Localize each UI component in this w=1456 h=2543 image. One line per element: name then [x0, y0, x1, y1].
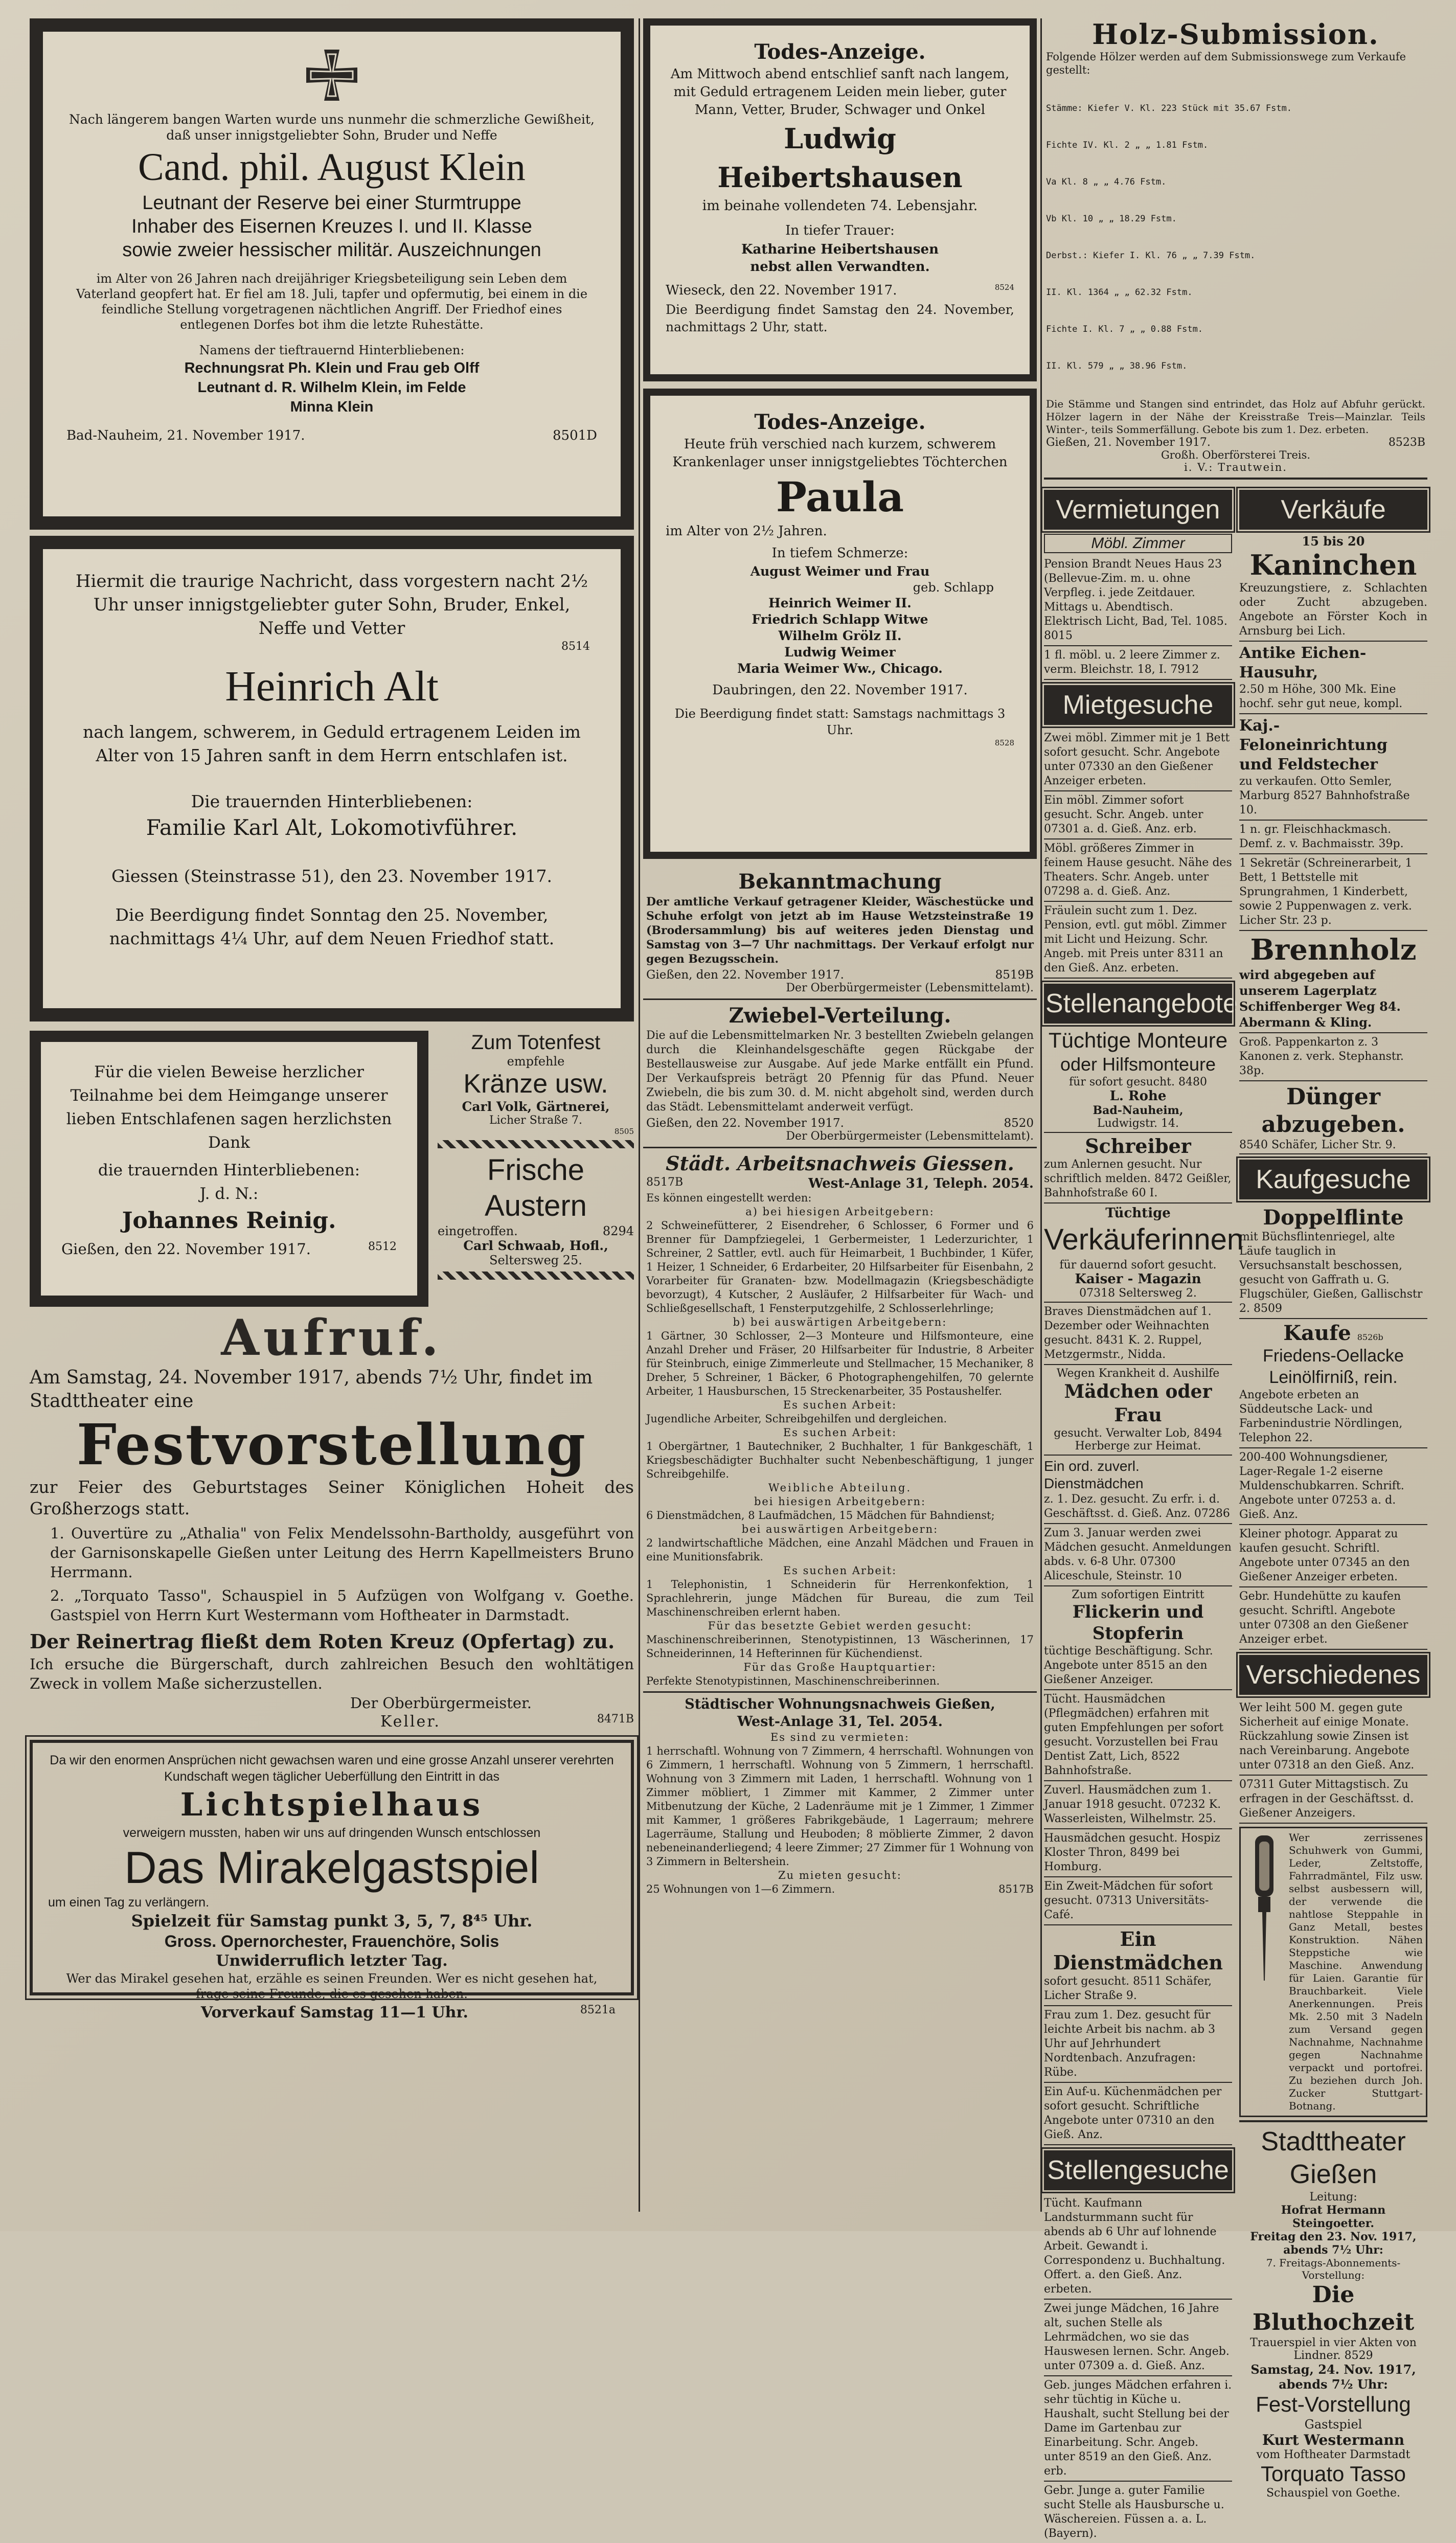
column-divider-2	[1040, 18, 1042, 2212]
klein-intro: Nach längerem bangen Warten wurde uns nunmehr die schmerzliche Gewißheit, daß unser innigstgeliebter Sohn, Bruder und Neffe	[69, 112, 595, 143]
holz-title: Holz-Submission.	[1092, 18, 1379, 51]
ad-wohnungsdiener: 200-400 Wohnungsdiener, Lager-Regale 1-2 eiserne Muldenschubkarren. Schrift. Angebote unter 07253 a. d. Gieß. Anz.	[1239, 1448, 1427, 1525]
death-notice-paula	[643, 389, 1037, 859]
flickerin-title: Flickerin und Stopferin	[1072, 1602, 1204, 1644]
zwiebel-place: Gießen, den 22. November 1917.	[646, 1117, 844, 1130]
theater-date-2: Samstag, 24. Nov. 1917, abends 7½ Uhr:	[1250, 2362, 1416, 2392]
holz-row: II. Kl. 579 „ „ 38.96 Fstm.	[1046, 361, 1188, 371]
austern-address: Seltersweg 25.	[489, 1253, 582, 1267]
dienstmaedchen-3-title: Ein Dienstmädchen	[1053, 1927, 1223, 1974]
alt-trauernd: Die trauernden Hinterbliebenen:	[191, 791, 473, 811]
zwiebel-body: Die auf die Lebensmittelmarken Nr. 3 bestellten Zwiebeln gelangen durch die Kleinhandelsgeschäfte gegen Rückgabe der Bestellausweise zur Ausgabe. Auf jede Marke entfällt ein Pfund. Der Verkaufspreis beträgt 20 Pfennig für das Pfund. Neuer Zwiebeln, die bis zum 30. d. M. nicht abgeholt sind, werden durch das Städt. Lebensmittelamt anderweit verfügt.	[646, 1029, 1034, 1114]
hausuhr-title: Antike Eichen-Hausuhr,	[1239, 644, 1367, 682]
aufruf-appeal: Ich ersuche die Bürgerschaft, durch zahlreichen Besuch den wohltätigen Zweck in vollem Maße sicherzustellen.	[30, 1655, 634, 1692]
paula-intro: Heute früh verschied nach kurzem, schwerem Krankenlager unser innigstgeliebtes Töchterchen	[672, 437, 1008, 470]
monteure-title: Tüchtige Monteure	[1048, 1028, 1228, 1052]
arbeit-heading-10: Für das Große Hauptquartier:	[743, 1661, 937, 1673]
theater-play-1: Die Bluthochzeit	[1252, 2282, 1415, 2335]
klein-rank-1: Leutnant der Reserve bei einer Sturmtruppe	[142, 192, 521, 214]
column-left	[30, 18, 634, 2022]
ad-totenfest	[438, 1031, 634, 1136]
klein-signer-2: Leutnant d. R. Wilhelm Klein, im Felde	[197, 379, 466, 396]
licht-orchestra: Gross. Opernorchester, Frauenchöre, Solis	[164, 1932, 499, 1950]
doppelflinte-body: mit Büchsflintenriegel, alte Läufe tauglich in Versuchsanstalt beschossen, gesucht von Gaffrath u. G. Flugschüler, Gießen, Gallischstr 2. 8509	[1239, 1231, 1423, 1315]
heib-signer-2: nebst allen Verwandten.	[750, 259, 930, 275]
arbeit-title: Städt. Arbeitsnachweis Giessen.	[666, 1152, 1014, 1175]
kaninchen-body: Kreuzungstiere, z. Schlachten oder Zucht abzugeben. Angebote an Förster Koch in Arnsburg bei Lich.	[1239, 582, 1427, 638]
verkaeuferinnen-firm: Kaiser - Magazin	[1075, 1272, 1201, 1287]
ad-kuechenmaedchen: Ein Auf-u. Küchenmädchen per sofort gesucht. Schriftliche Angebote unter 07310 an den Gieß. Anz.	[1044, 2083, 1232, 2145]
klein-rank-3: sowie zweier hessischer militär. Auszeichnungen	[122, 239, 541, 261]
totenfest-address: Licher Straße 7.	[489, 1114, 582, 1127]
holz-intro: Folgende Hölzer werden auf dem Submissionswege zum Verkaufe gestellt:	[1046, 51, 1406, 76]
paula-name: Paula	[776, 473, 904, 521]
kaufe-title: Kaufe	[1283, 1321, 1351, 1345]
diamond-border-top	[438, 1140, 634, 1148]
thanks-notice-reinig	[30, 1031, 428, 1307]
klein-name: Cand. phil. August Klein	[138, 146, 526, 189]
ad-zweitmaedchen: Ein Zweit-Mädchen für sofort gesucht. 07313 Universitäts-Café.	[1044, 1877, 1232, 1925]
theater-actor-origin: vom Hoftheater Darmstadt	[1256, 2448, 1410, 2461]
heib-code: 8524	[994, 283, 1014, 292]
alt-place: Giessen (Steinstrasse 51), den 23. November 1917.	[111, 866, 552, 886]
theater-subscription: 7. Freitags-Abonnements-Vorstellung:	[1266, 2257, 1401, 2281]
arbeit-text-2: 1 Gärtner, 30 Schlosser, 2—3 Monteure und Hilfsmonteure, eine Anzahl Dreher und Fräser, 20 Hilfsarbeiter für Industrie, 8 Arbeiter für Steinbruch, einige Zimmerleute und Stellmacher, 15 Mechaniker, 8 Dreher, 5 Schreiner, 1 Bäcker, 6 Photographengehilfen, 70 gelernte Arbeiter, 1 Hausburschen, 15 Streckenarbeiter, 35 Postaushelfer.	[646, 1330, 1034, 1397]
notice-wohnungsnachweis	[643, 1693, 1037, 1899]
licht-intro: Da wir den enormen Ansprüchen nicht gewachsen waren und eine grosse Anzahl unserer verehrten Kundschaft wegen täglicher Ueberfüllung den Eintritt in das	[50, 1753, 614, 1784]
theater-director: Hofrat Hermann Steingoetter.	[1281, 2204, 1386, 2230]
monteure-subtitle: oder Hilfsmonteure	[1060, 1054, 1216, 1075]
hausuhr-body: 2.50 m Höhe, 300 Mk. Eine hochf. sehr gut neue, kompl.	[1239, 683, 1403, 710]
kaufe-code: 8526b	[1357, 1332, 1383, 1342]
ad-mietgesuch-3: Möbl. größeres Zimmer in feinem Hause gesucht. Nähe des Theaters. Schr. Angeb. unter 07298 a. d. Gieß. Anz.	[1044, 839, 1232, 902]
ad-photo-apparat: Kleiner photogr. Apparat zu kaufen gesucht. Schriftl. Angebote unter 07345 an den Gießener Anzeiger erbeten.	[1239, 1525, 1427, 1587]
brennholz-body: wird abgegeben auf unserem Lagerplatz Schiffenberger Weg 84. Abermann & Kling.	[1239, 967, 1401, 1030]
classifieds-right	[1239, 485, 1427, 2543]
wohnung-address: West-Anlage 31, Tel. 2054.	[737, 1714, 943, 1730]
theater-leitung-label: Leitung:	[1309, 2191, 1357, 2204]
ad-verkaeuferinnen	[1044, 1204, 1244, 1303]
ad-flickerin	[1044, 1586, 1232, 1690]
arbeit-heading-6: bei hiesigen Arbeitgebern:	[754, 1495, 926, 1508]
arbeit-text-1: 2 Schweinefütterer, 2 Eisendreher, 6 Schlosser, 6 Former und 6 Brenner für Dampfziegelei, 1 Gerbermeister, 1 Lederzurichter, 1 Schreiner, 2 Sattler, evtl. auch für Heimarbeit, 1 Buchbinder, 1 Küfer, 1 Heizer, 1 Schneider, 6 Erdarbeiter, 20 Hilfsarbeiter für Eisenbahn, 2 Vorarbeiter für Granaten- bzw. Modellmagazin (Kriegsbeschädigte bevorzugt), 4 Kutscher, 2 Ausläufer, 2 Hilfsarbeiter für Wach- und Schließgesellschaft, 1 Fensterputzgehilfe, 2 Schlosserlehrlinge;	[646, 1219, 1034, 1314]
aufruf-item-1: 1. Ouvertüre zu „Athalia" von Felix Mendelssohn-Bartholdy, ausgeführt von der Garnisonskapelle Gießen unter Leitung des Herrn Kapellmeisters Bruno Herrmann.	[50, 1525, 634, 1581]
austern-code: 8294	[602, 1224, 634, 1238]
column-right	[1044, 18, 1427, 2543]
aufruf-reinertrag: Der Reinertrag fließt dem Roten Kreuz (Opfertag) zu.	[30, 1630, 615, 1653]
verkaeuferinnen-body: für dauernd sofort gesucht.	[1059, 1259, 1217, 1272]
heading-stellenangebote: Stellenangebote	[1044, 984, 1232, 1024]
klein-code: 8501D	[552, 428, 597, 443]
steppahle-body: Wer zerrissenes Schuhwerk von Gummi, Leder, Zeltstoffe, Fahrradmäntel, Filz usw. selbst ausbessern will, der verwende die nahtlose Steppahle in Ganz Metall, bestes Konstruktion. Nähen Steppstiche wie Maschine. Anwendung für Laien. Garantie für Brauchbarkeit. Viele Anerkennungen. Preis Mk. 2.50 mit 3 Nadeln zum Versand gegen Nachnahme, Nachnahme gegen Nachnahme verpackt und portofrei. Zu beziehen durch Joh. Zucker Stuttgart-Botnang.	[1289, 1831, 1423, 2112]
ad-gebr-junge: Gebr. Junge a. guter Familie sucht Stelle als Hausbursche u. Wäschereien. Füssen a. a. L. (Bayern).	[1044, 2484, 1224, 2540]
alt-family: Familie Karl Alt, Lokomotivführer.	[146, 815, 518, 840]
licht-extended: um einen Tag zu verlängern.	[48, 1895, 210, 1910]
duenger-title: Dünger abzugeben.	[1261, 1084, 1405, 1138]
wohnung-heading-1: Es sind zu vermieten:	[770, 1731, 910, 1743]
small-ads-stack	[438, 1031, 634, 1307]
paula-signer-6: Maria Weimer Ww., Chicago.	[737, 661, 943, 676]
aufruf-mayor-name: Keller.	[380, 1713, 441, 1731]
heading-stellengesuche: Stellengesuche	[1044, 2150, 1232, 2190]
ad-kaninchen	[1239, 534, 1427, 642]
holz-row: Stämme: Kiefer V. Kl. 223 Stück mit 35.67 Fstm.	[1046, 103, 1292, 113]
ad-hausmaedchen-1: Tücht. Hausmädchen (Pflegmädchen) erfahren mit guten Empfehlungen per sofort gesucht. Vorzustellen bei Frau Dentist Zatt, Lich, 8522 Bahnhofstraße.	[1044, 1690, 1232, 1781]
reinig-name: Johannes Reinig.	[122, 1208, 336, 1234]
wohnung-code: 8517B	[998, 1883, 1034, 1895]
kaninchen-title: Kaninchen	[1249, 549, 1417, 581]
klein-place: Bad-Nauheim, 21. November 1917.	[66, 428, 305, 443]
moebl-zimmer-label: Möbl. Zimmer	[1044, 534, 1232, 553]
ad-pappenkarton: Groß. Pappenkarton z. 3 Kanonen z. verk. Stephanstr. 38p.	[1239, 1033, 1427, 1081]
alt-number: 8514	[561, 640, 590, 653]
bekannt-signature: Der Oberbürgermeister (Lebensmittelamt).	[786, 982, 1034, 994]
heib-title: Todes-Anzeige.	[754, 40, 926, 64]
heib-name: Ludwig Heibertshausen	[717, 122, 963, 194]
ad-hausuhr	[1239, 642, 1427, 714]
classifieds-grid	[1044, 485, 1427, 2543]
aufruf-intro: Am Samstag, 24. November 1917, abends 7½ Uhr, findet im Stadttheater eine	[30, 1367, 593, 1412]
death-notice-klein	[30, 18, 634, 530]
ad-mietgesuch-2: Ein möbl. Zimmer sofort gesucht. Schr. Angeb. unter 07301 a. d. Gieß. Anz. erb.	[1044, 791, 1232, 839]
ad-dienstmaedchen-1: Braves Dienstmädchen auf 1. Dezember oder Weihnachten gesucht. 8431 K. 2. Ruppel, Metzgermstr., Nidda.	[1044, 1303, 1232, 1365]
verkaeuferinnen-lead: Tüchtige	[1105, 1206, 1171, 1221]
theater-play-2-note: Schauspiel von Goethe.	[1266, 2487, 1400, 2500]
holz-row: Va Kl. 8 „ „ 4.76 Fstm.	[1046, 177, 1167, 187]
ad-sekretaer: 1 Sekretär (Schreinerarbeit, 1 Bett, 1 Bettstelle mit Sprungrahmen, 1 Kinderbett, sowie 2 Puppenwagen z. verk. Licher Str. 23 p.	[1239, 854, 1427, 931]
holz-row: Fichte I. Kl. 7 „ „ 0.88 Fstm.	[1046, 324, 1203, 334]
ad-steppahle	[1239, 1827, 1427, 2117]
austern-heading: Frische Austern	[485, 1153, 587, 1222]
heading-verkaeufe: Verkäufe	[1239, 490, 1427, 530]
alt-burial: Die Beerdigung findet Sonntag den 25. November, nachmittags 4¼ Uhr, auf dem Neuen Friedhof statt.	[109, 905, 555, 948]
holz-signature-2: i. V.: Trautwein.	[1184, 461, 1287, 473]
wohnung-title: Städtischer Wohnungsnachweis Gießen,	[685, 1696, 995, 1712]
reinig-code: 8512	[368, 1240, 397, 1253]
wohnung-wanted: 25 Wohnungen von 1—6 Zimmern.	[646, 1883, 835, 1895]
paula-signer-4: Wilhelm Grölz II.	[778, 628, 902, 643]
kaninchen-count: 15 bis 20	[1302, 534, 1365, 549]
holz-code: 8523B	[1388, 436, 1425, 449]
reinig-text-3: J. d. N.:	[199, 1185, 259, 1203]
theater-gastspiel: Gastspiel	[1304, 2417, 1362, 2432]
theater-play-2: Torquato Tasso	[1260, 2462, 1406, 2486]
arbeit-text-10: Perfekte Stenotypistinnen, Maschinenschreiberinnen.	[646, 1675, 940, 1687]
arbeit-text-7: 2 landwirtschaftliche Mädchen, eine Anzahl Mädchen und Frauen in eine Munitionsfabrik.	[646, 1537, 1034, 1563]
ad-duenger	[1239, 1081, 1427, 1154]
ad-maedchen-frau	[1044, 1365, 1232, 1456]
licht-title: Das Mirakelgastspiel	[124, 1842, 539, 1893]
wohnung-heading-2: Zu mieten gesucht:	[778, 1869, 902, 1881]
ad-schreiber	[1044, 1133, 1232, 1204]
theater-date-1: Freitag den 23. Nov. 1917, abends 7½ Uhr:	[1250, 2230, 1417, 2257]
flickerin-body: tüchtige Beschäftigung. Schr. Angebote unter 8515 an den Gießener Anzeiger.	[1044, 1645, 1213, 1686]
arbeit-heading-1: a) bei hiesigen Arbeitgebern:	[745, 1206, 935, 1218]
alt-name: Heinrich Alt	[225, 663, 439, 710]
arbeit-text-6: 6 Dienstmädchen, 8 Laufmädchen, 15 Mädchen für Bahndienst;	[646, 1509, 995, 1522]
klein-body: im Alter von 26 Jahren nach dreijähriger Kriegsbeteiligung sein Leben dem Vaterland geopfert hat. Er fiel am 18. Juli, tapfer und opfermutig, bei einem in die feindliche Stellung vorgetragenen nächtlichen Angriff. Der Friedhof eines entlegenen Dorfes bot ihm die letzte Ruhestätte.	[76, 271, 588, 332]
holz-signature-1: Großh. Oberförsterei Treis.	[1161, 449, 1311, 461]
heib-signer-1: Katharine Heibertshausen	[741, 242, 939, 257]
theater-actor: Kurt Westermann	[1262, 2432, 1405, 2448]
totenfest-heading: Zum Totenfest	[471, 1031, 601, 1054]
zwiebel-signature: Der Oberbürgermeister (Lebensmittelamt).	[786, 1130, 1034, 1143]
holz-table	[1046, 78, 1425, 397]
totenfest-empfehle: empfehle	[507, 1054, 565, 1069]
aufruf-festvorstellung: Festvorstellung	[76, 1412, 587, 1478]
heading-mietgesuche: Mietgesuche	[1044, 685, 1232, 725]
verkaeuferinnen-title: Verkäuferinnen	[1044, 1223, 1244, 1256]
klein-signer-3: Minna Klein	[290, 399, 374, 415]
reinig-place: Gießen, den 22. November 1917.	[61, 1240, 311, 1258]
paula-age: im Alter von 2½ Jahren.	[666, 524, 827, 539]
heading-kaufgesuche: Kaufgesuche	[1239, 1160, 1427, 1199]
ad-dienstmaedchen-2	[1044, 1456, 1232, 1524]
ad-moebl-zimmer: 1 fl. möbl. u. 2 leere Zimmer z. verm. Bleichstr. 18, I. 7912	[1044, 646, 1232, 680]
theater-play-1-note: Trauerspiel in vier Akten von Lindner. 8529	[1250, 2336, 1417, 2362]
ad-mietgesuch-1: Zwei möbl. Zimmer mit je 1 Bett sofort gesucht. Schr. Angebote unter 07330 an den Gießener Anzeiger erbeten.	[1044, 729, 1232, 791]
ad-doppelflinte	[1239, 1204, 1427, 1319]
holz-row: Fichte IV. Kl. 2 „ „ 1.81 Fstm.	[1046, 140, 1209, 150]
bekannt-body: Der amtliche Verkauf getragener Kleider, Wäschestücke und Schuhe erfolgt von jetzt ab im Hause Wetzsteinstraße 19 (Brodersammlung) bis auf weiteres jeden Dienstag und Samstag von 3—7 Uhr nachmittags. Der Verkauf erfolgt nur gegen Bezugsschein.	[646, 895, 1034, 966]
ad-500-mark: Wer leiht 500 M. gegen gute Sicherheit auf einige Monate. Rückzahlung sowie Zinsen ist nach Vereinbarung. Angebote unter 07318 an den Gieß. Anz.	[1239, 1699, 1427, 1776]
ad-feldstecher	[1239, 714, 1427, 821]
ad-stadttheater	[1239, 2120, 1427, 2500]
arbeit-text-3: Jugendliche Arbeiter, Schreibgehilfen und dergleichen.	[646, 1413, 947, 1425]
column-divider-1	[639, 18, 640, 2212]
monteure-street: Ludwigstr. 14.	[1097, 1117, 1179, 1130]
arbeit-text-8: 1 Telephonistin, 1 Schneiderin für Herrenkonfektion, 1 Sprachlehrerin, junge Mädchen für Bureau, die zum Teil Maschinenschreiben erlernt haben.	[646, 1578, 1034, 1618]
heib-burial: Die Beerdigung findet Samstag den 24. November, nachmittags 2 Uhr, statt.	[666, 302, 1014, 334]
holz-body: Die Stämme und Stangen sind entrindet, das Holz auf Abfuhr gerückt. Hölzer lagern in der Nähe der Kreisstraße Treis—Mainzlar. Teils Winter-, teils Sommerfällung. Gebote bis zum 1. Dez. erbeten.	[1046, 398, 1425, 436]
paula-signer-1: August Weimer und Frau	[750, 564, 930, 579]
paula-place: Daubringen, den 22. November 1917.	[712, 683, 968, 698]
heading-verschiedenes: Verschiedenes	[1239, 1655, 1427, 1695]
aufruf-occasion: zur Feier des Geburtstages Seiner Königlichen Hoheit des Großherzogs statt.	[30, 1477, 634, 1518]
paula-code: 8528	[994, 738, 1014, 747]
licht-last-day: Unwiderruflich letzter Tag.	[216, 1952, 448, 1970]
arbeit-intro: Es können eingestellt werden:	[646, 1192, 812, 1204]
column-middle	[643, 18, 1037, 1899]
ad-pension-brandt: Pension Brandt Neues Haus 23 (Bellevue-Zim. m. u. ohne Verpfleg. i. jede Zeitdauer. Mittags u. Abendtisch. Elektrisch Licht, Bad, Tel. 1085. 8015	[1044, 555, 1232, 646]
arbeit-code: 8517B	[646, 1176, 684, 1189]
schreiber-title: Schreiber	[1085, 1134, 1191, 1157]
zwiebel-code: 8520	[1004, 1117, 1034, 1130]
klein-rank-2: Inhaber des Eisernen Kreuzes I. und II. Klasse	[131, 216, 532, 237]
heib-place: Wieseck, den 22. November 1917.	[666, 283, 897, 298]
bekannt-place: Gießen, den 22. November 1917.	[646, 968, 844, 982]
holz-place: Gießen, 21. November 1917.	[1046, 436, 1211, 449]
ad-austern	[438, 1152, 634, 1267]
diamond-border-bottom	[438, 1272, 634, 1280]
aufruf-mayor-title: Der Oberbürgermeister.	[350, 1694, 532, 1712]
heib-intro: Am Mittwoch abend entschlief sanft nach langem, mit Geduld ertragenem Leiden mein lieber, guter Mann, Vetter, Bruder, Schwager und Onkel	[670, 66, 1010, 118]
holz-row: Derbst.: Kiefer I. Kl. 76 „ „ 7.39 Fstm.	[1046, 251, 1256, 261]
heib-age: im beinahe vollendeten 74. Lebensjahr.	[702, 198, 978, 214]
maedchen-frau-lead: Wegen Krankheit d. Aushilfe	[1056, 1367, 1220, 1380]
licht-name: Lichtspielhaus	[180, 1786, 484, 1823]
alt-body: nach langem, schwerem, in Geduld ertragenem Leiden im Alter von 15 Jahren sanft in dem Herrn entschlafen ist.	[83, 722, 581, 765]
maedchen-frau-title: Mädchen oder Frau	[1064, 1381, 1212, 1426]
notice-bekanntmachung	[643, 866, 1037, 1000]
austern-text: eingetroffen.	[438, 1224, 518, 1238]
aufruf-title: Aufruf.	[221, 1309, 443, 1367]
notice-zwiebel	[643, 1000, 1037, 1148]
arbeit-heading-2: b) bei auswärtigen Arbeitgebern:	[733, 1316, 947, 1328]
flickerin-lead: Zum sofortigen Eintritt	[1072, 1588, 1204, 1601]
paula-signer-3: Friedrich Schlapp Witwe	[752, 612, 928, 627]
notice-holz-submission	[1044, 18, 1427, 480]
arbeit-heading-3: Es suchen Arbeit:	[783, 1399, 897, 1411]
alt-intro: Hiermit die traurige Nachricht, dass vorgestern nacht 2½ Uhr unser innigstgeliebter guter Sohn, Bruder, Enkel, Neffe und Vetter	[75, 571, 588, 639]
ad-frau-leichte-arbeit: Frau zum 1. Dez. gesucht für leichte Arbeit bis nachm. ab 3 Uhr auf Jehrhundert Nordtenbach. Anzufragen: Rübe.	[1044, 2006, 1232, 2083]
arbeit-heading-4: Es suchen Arbeit:	[783, 1426, 897, 1439]
paula-grief: In tiefem Schmerze:	[771, 546, 908, 561]
totenfest-firm: Carl Volk, Gärtnerei,	[462, 1099, 610, 1114]
death-notice-alt	[30, 536, 634, 1021]
arbeit-heading-5: Weibliche Abteilung.	[768, 1482, 912, 1494]
austern-firm: Carl Schwaab, Hofl.,	[463, 1238, 608, 1253]
licht-presale: Vorverkauf Samstag 11—1 Uhr.	[200, 2004, 468, 2022]
theater-festvorstellung: Fest-Vorstellung	[1256, 2392, 1411, 2416]
aufruf-code: 8471B	[597, 1713, 634, 1725]
aufruf-item-2: 2. „Torquato Tasso", Schauspiel in 5 Aufzügen von Wolfgang v. Goethe. Gastspiel von Herrn Kurt Westermann vom Hoftheater in Darmstadt.	[50, 1587, 634, 1624]
ad-aliceschule: Zum 3. Januar werden zwei Mädchen gesucht. Anmeldungen abds. v. 6-8 Uhr. 07300 Aliceschule, Steinstr. 10	[1044, 1524, 1232, 1586]
monteure-firm: L. Rohe	[1109, 1088, 1167, 1104]
paula-burial: Die Beerdigung findet statt: Samstags nachmittags 3 Uhr.	[674, 707, 1006, 737]
awl-tool-icon	[1244, 1831, 1285, 2113]
arbeit-heading-9: Für das besetzte Gebiet werden gesucht:	[708, 1620, 972, 1632]
bekannt-code: 8519B	[995, 968, 1034, 982]
wohnung-body: 1 herrschaftl. Wohnung von 7 Zimmern, 4 herrschaftl. Wohnungen von 6 Zimmern, 1 herrschaftl. Wohnung von 5 Zimmern, 1 herrschaftl. Wohnung von 3 Zimmern mit Laden, 1 herrschaftl. Wohnung von 1 Zimmer möbliert, 1 Zimmer mit Kammer, 2 Zimmer unter Mitbenutzung der Küche, 2 Ladenräume mit je 1 Zimmer, 1 Zimmer mit Kammer, 1 größeres Fabrikgebäude, 1 Lagerraum; mehrere Lagerräume, Stallung und Heuboden; 8 möblierte Zimmer, 2 davon nebeneinanderliegend; 4 leere Zimmer; 27 Zimmer für 1 Wohnung von 3 Zimmern in Beltershein.	[646, 1745, 1034, 1868]
dienstmaedchen-2-title: Ein ord. zuverl. Dienstmädchen	[1044, 1458, 1144, 1491]
ad-fleischhackmaschine: 1 n. gr. Fleischhackmasch. Demf. z. v. Bachmaisstr. 39p.	[1239, 821, 1427, 854]
death-notice-heibertshausen	[643, 18, 1037, 381]
heading-vermietungen: Vermietungen	[1044, 490, 1232, 530]
ad-kaufe-lacke	[1239, 1319, 1427, 1448]
arbeit-heading-7: bei auswärtigen Arbeitgebern:	[741, 1523, 939, 1535]
dienstmaedchen-3-body: sofort gesucht. 8511 Schäfer, Licher Straße 9.	[1044, 1975, 1212, 2002]
monteure-body: für sofort gesucht. 8480	[1069, 1076, 1207, 1088]
paula-signer-2: Heinrich Weimer II.	[768, 596, 912, 610]
thanks-row	[30, 1031, 634, 1307]
ad-dienstmaedchen-3	[1044, 1925, 1232, 2006]
licht-refused: verweigern mussten, haben wir uns auf dringenden Wunsch entschlossen	[123, 1826, 541, 1840]
iron-cross-icon	[304, 47, 360, 103]
klein-namens: Namens der tieftrauernd Hinterbliebenen:	[199, 343, 465, 357]
holz-row: II. Kl. 1364 „ „ 62.32 Fstm.	[1046, 287, 1193, 298]
theater-title: Stadttheater Gießen	[1261, 2127, 1406, 2189]
licht-code: 8521a	[580, 2004, 616, 2016]
feldstecher-title: Kaj.-Feloneinrichtung	[1239, 717, 1387, 754]
paula-title: Todes-Anzeige.	[754, 410, 926, 434]
licht-friends: Wer das Mirakel gesehen hat, erzähle es seinen Freunden. Wer es nicht gesehen hat, frage seine Freunde, die es gesehen haben.	[66, 1971, 598, 2001]
zwiebel-title: Zwiebel-Verteilung.	[729, 1004, 951, 1028]
ad-hundehuette: Gebr. Hundehütte zu kaufen gesucht. Schriftl. Angebote unter 07308 an den Gießener Anzeiger erbet.	[1239, 1587, 1427, 1650]
totenfest-kraenze: Kränze usw.	[463, 1069, 608, 1099]
ad-mietgesuch-4: Fräulein sucht zum 1. Dez. Pension, evtl. gut möbl. Zimmer mit Licht und Heizung. Schr. Angeb. mit Preis unter 8311 an den Gieß. Anz. erbeten.	[1044, 902, 1232, 979]
feldstecher-subtitle: und Feldstecher	[1239, 756, 1378, 774]
schreiber-body: zum Anlernen gesucht. Nur schriftlich melden. 8472 Geißler, Bahnhofstraße 60 I.	[1044, 1158, 1232, 1199]
verkaeuferinnen-address: 07318 Seltersweg 2.	[1079, 1287, 1197, 1300]
arbeit-address: West-Anlage 31, Teleph. 2054.	[808, 1176, 1034, 1191]
ad-kaufmann: Tücht. Kaufmann Landsturmmann sucht für abends ab 6 Uhr auf lohnende Arbeit. Gewandt i. Correspondenz u. Buchhaltung. Offert. a. den Gieß. Anz. erbeten.	[1044, 2194, 1232, 2300]
brennholz-title: Brennholz	[1250, 933, 1417, 967]
kaufe-products: Friedens-Oellacke Leinölfirniß, rein.	[1263, 1346, 1404, 1387]
ad-geb-maedchen: Geb. junges Mädchen erfahren i. sehr tüchtig in Küche u. Haushalt, sucht Stellung bei der Dame im Gartenbau zur Einarbeitung. Schr. Angeb. unter 8519 an den Gieß. Anz. erb.	[1044, 2376, 1232, 2482]
duenger-body: 8540 Schäfer, Licher Str. 9.	[1239, 1139, 1396, 1151]
reinig-text-1: Für die vielen Beweise herzlicher Teilnahme bei dem Heimgange unserer lieben Entschlafenen sagen herzlichsten Dank	[66, 1063, 392, 1152]
arbeit-text-9: Maschinenschreiberinnen, Stenotypistinnen, 13 Wäscherinnen, 17 Schneiderinnen, 14 Hefterinnen für Küchendienst.	[646, 1633, 1034, 1660]
totenfest-code: 8505	[614, 1127, 634, 1136]
licht-times: Spielzeit für Samstag punkt 3, 5, 7, 8⁴⁵ Uhr.	[131, 1911, 533, 1931]
paula-signer-1b: geb. Schlapp	[913, 580, 994, 595]
notice-arbeitsnachweis	[643, 1148, 1037, 1693]
heib-grief: In tiefer Trauer:	[785, 223, 895, 238]
ad-brennholz	[1239, 931, 1427, 1033]
feldstecher-body: zu verkaufen. Otto Semler, Marburg 8527 Bahnhofstraße 10.	[1239, 775, 1410, 816]
klein-signer-1: Rechnungsrat Ph. Klein und Frau geb Olff	[184, 360, 480, 376]
bekannt-title: Bekanntmachung	[738, 870, 942, 894]
reinig-text-2: die trauernden Hinterbliebenen:	[98, 1161, 360, 1179]
holz-row: Vb Kl. 10 „ „ 18.29 Fstm.	[1046, 214, 1177, 224]
dienstmaedchen-2-body: z. 1. Dez. gesucht. Zu erfr. i. d. Geschäftsst. d. Gieß. Anz. 07286	[1044, 1493, 1230, 1520]
classifieds-left	[1044, 485, 1244, 2543]
aufruf-announcement	[30, 1310, 634, 1731]
ad-zwei-maedchen: Zwei junge Mädchen, 16 Jahre alt, suchen Stelle als Lehrmädchen, wo sie das Hauswesen lernen. Schr. Angeb. unter 07309 a. d. Gieß. Anz.	[1044, 2300, 1232, 2376]
paula-signer-5: Ludwig Weimer	[784, 645, 896, 660]
kaufe-body: Angebote erbeten an Süddeutsche Lack- und Farbenindustrie Nördlingen, Telephon 22.	[1239, 1389, 1403, 1444]
arbeit-text-4: 1 Obergärtner, 1 Bautechniker, 2 Buchhalter, 1 für Bankgeschäft, 1 Kriegsbeschädigter Buchhalter sucht Nebenbeschäftigung, 1 junger Schreibgehilfe.	[646, 1440, 1034, 1480]
monteure-city: Bad-Nauheim,	[1093, 1104, 1184, 1117]
ad-hausmaedchen-2: Zuverl. Hausmädchen zum 1. Januar 1918 gesucht. 07232 K. Wasserleisten, Wilhelmstr. 25.	[1044, 1781, 1232, 1829]
ad-hausmaedchen-3: Hausmädchen gesucht. Hospiz Kloster Thron, 8499 bei Homburg.	[1044, 1829, 1232, 1877]
ad-monteure	[1044, 1028, 1232, 1133]
arbeit-heading-8: Es suchen Arbeit:	[783, 1564, 897, 1577]
ad-mittagstisch: 07311 Guter Mittagstisch. Zu erfragen in der Geschäftsst. d. Gießener Anzeigers.	[1239, 1776, 1427, 1824]
maedchen-frau-body: gesucht. Verwalter Lob, 8494 Herberge zur Heimat.	[1054, 1427, 1222, 1452]
doppelflinte-title: Doppelflinte	[1263, 1206, 1404, 1230]
ad-lichtspielhaus	[30, 1740, 634, 2022]
